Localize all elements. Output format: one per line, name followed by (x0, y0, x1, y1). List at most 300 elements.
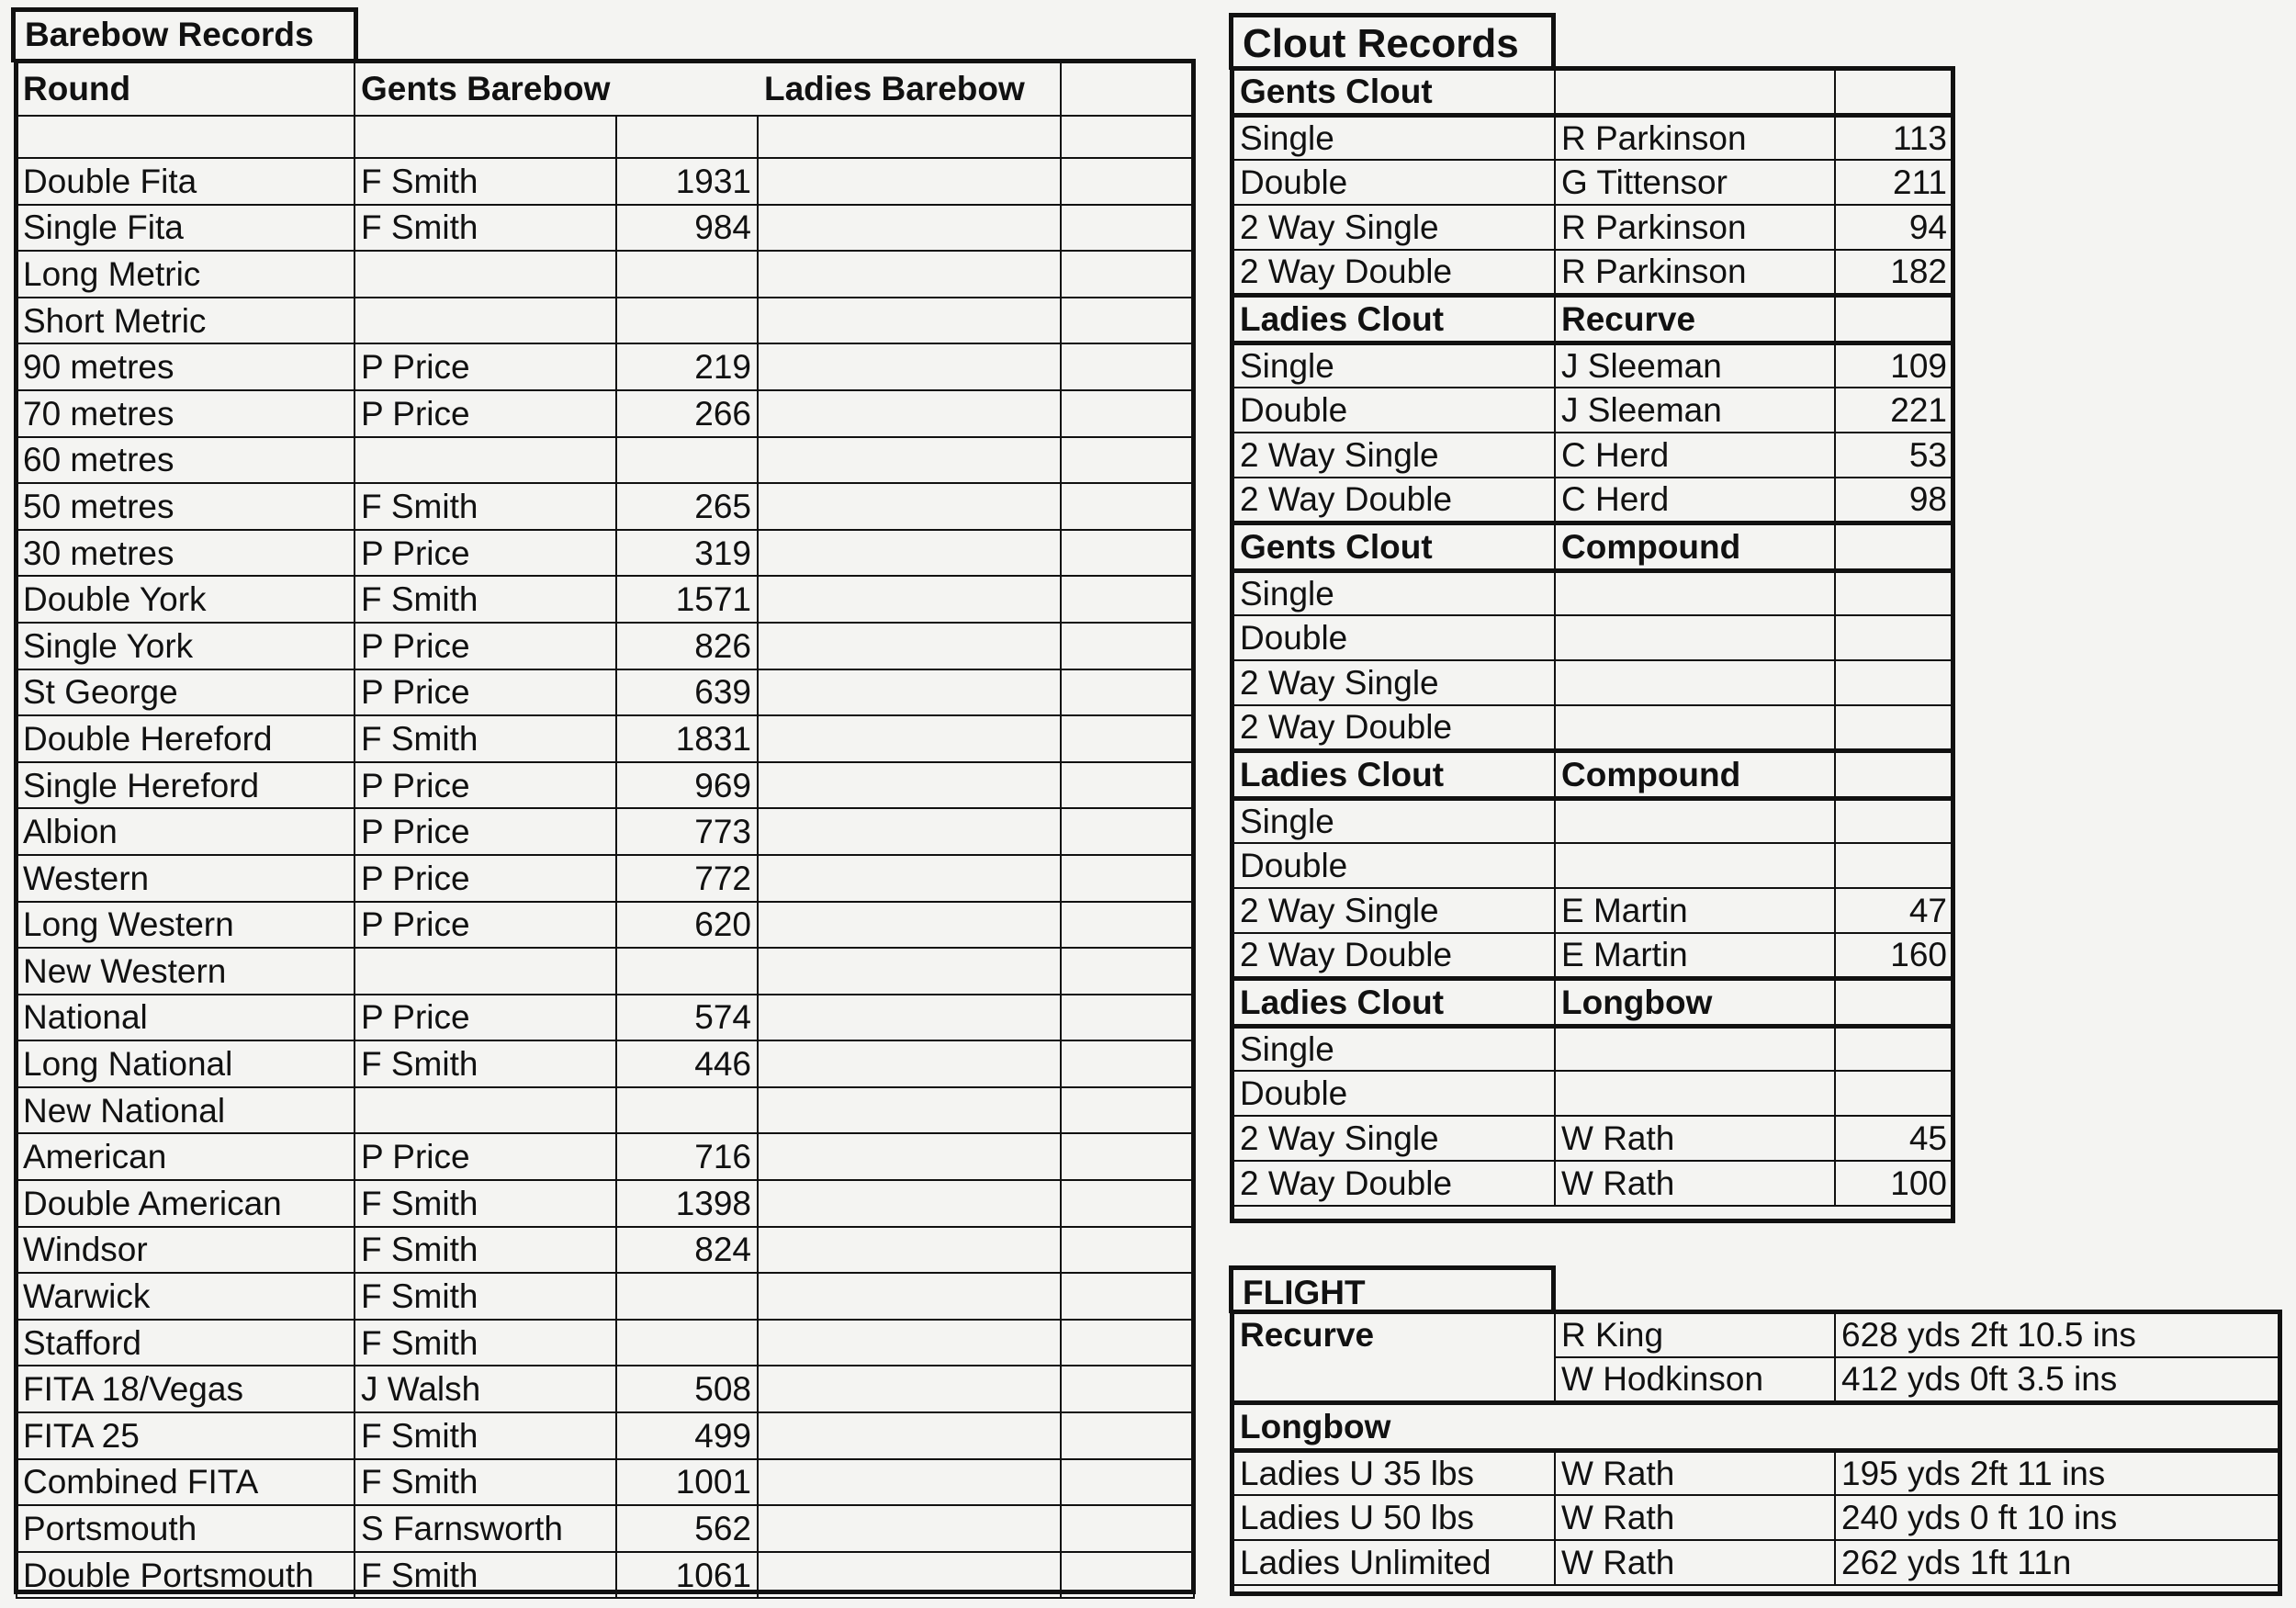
ladies-archer-name (758, 1412, 1061, 1459)
ladies-score (1061, 1180, 1194, 1227)
gents-score (616, 298, 758, 344)
gents-score: 265 (616, 483, 758, 530)
gents-archer-name: F Smith (355, 1273, 616, 1320)
table-row (17, 205, 1194, 252)
round-name: Warwick (17, 1273, 355, 1320)
gents-archer-name (355, 437, 616, 484)
clout-archer-name: C Herd (1555, 478, 1835, 523)
ladies-score (1061, 715, 1194, 762)
clout-record-row (1233, 160, 1953, 205)
ladies-archer-name (758, 437, 1061, 484)
clout-section-subheading: Compound (1555, 523, 1835, 570)
ladies-archer-name (758, 669, 1061, 716)
ladies-score (1061, 902, 1194, 949)
clout-round-label: Single (1233, 798, 1555, 843)
gents-archer-name: P Price (355, 1133, 616, 1180)
clout-record-row (1233, 1071, 1953, 1116)
clout-record-row (1233, 705, 1953, 750)
gents-archer-name: F Smith (355, 1040, 616, 1087)
gents-archer-name: F Smith (355, 1552, 616, 1599)
round-name: Double York (17, 576, 355, 623)
ladies-archer-name (758, 576, 1061, 623)
flight-longbow-label: Longbow (1233, 1402, 2280, 1450)
round-name: Double Hereford (17, 715, 355, 762)
round-name: Western (17, 855, 355, 902)
clout-round-label: 2 Way Single (1233, 433, 1555, 478)
gents-score: 716 (616, 1133, 758, 1180)
table-row (17, 158, 1194, 205)
gents-archer-name (355, 1087, 616, 1134)
clout-score: 221 (1835, 388, 1953, 433)
clout-section-blank (1835, 295, 1953, 343)
clout-section-header (1233, 295, 1953, 343)
clout-section-header (1233, 978, 1953, 1026)
round-name: Single York (17, 623, 355, 669)
ladies-archer-name (758, 995, 1061, 1041)
ladies-score (1061, 1366, 1194, 1412)
gents-archer-name: F Smith (355, 1459, 616, 1506)
gents-archer-name: F Smith (355, 576, 616, 623)
round-name: St George (17, 669, 355, 716)
flight-recurve-label: Recurve (1233, 1312, 1555, 1357)
clout-archer-name (1555, 615, 1835, 660)
clout-record-row (1233, 798, 1953, 843)
clout-archer-name: J Sleeman (1555, 388, 1835, 433)
clout-round-label: Single (1233, 1026, 1555, 1071)
round-name: Windsor (17, 1227, 355, 1274)
ladies-score (1061, 1412, 1194, 1459)
clout-record-row (1233, 1026, 1953, 1071)
clout-round-label: Double (1233, 1071, 1555, 1116)
clout-score (1835, 615, 1953, 660)
ladies-archer-name (758, 715, 1061, 762)
table-row (17, 1087, 1194, 1134)
ladies-archer-name (758, 1366, 1061, 1412)
table-row (17, 902, 1194, 949)
gents-score: 773 (616, 808, 758, 855)
ladies-archer-name (758, 855, 1061, 902)
flight-distance: 628 yds 2ft 10.5 ins (1835, 1312, 2280, 1357)
flight-archer-name: W Rath (1555, 1450, 1835, 1495)
clout-score (1835, 1026, 1953, 1071)
ladies-archer-name (758, 623, 1061, 669)
ladies-score (1061, 1040, 1194, 1087)
clout-record-row (1233, 388, 1953, 433)
round-name: Long Western (17, 902, 355, 949)
ladies-score (1061, 298, 1194, 344)
round-name: National (17, 995, 355, 1041)
gents-archer-name (355, 948, 616, 995)
table-row (17, 298, 1194, 344)
ladies-score (1061, 669, 1194, 716)
clout-record-row (1233, 433, 1953, 478)
clout-record-row (1233, 250, 1953, 295)
gents-archer-name (355, 116, 616, 158)
flight-longbow-row (1233, 1540, 2280, 1585)
ladies-score (1061, 855, 1194, 902)
clout-section-blank (1835, 750, 1953, 798)
ladies-score (1061, 251, 1194, 298)
gents-score: 1931 (616, 158, 758, 205)
ladies-score (1061, 483, 1194, 530)
round-name: Portsmouth (17, 1505, 355, 1552)
ladies-barebow-header: Ladies Barebow (758, 62, 1061, 116)
flight-class-label: Ladies U 50 lbs (1233, 1495, 1555, 1540)
clout-round-label: Double (1233, 388, 1555, 433)
clout-record-row (1233, 115, 1953, 160)
clout-section-header (1233, 750, 1953, 798)
gents-score (616, 251, 758, 298)
flight-archer-name: R King (1555, 1312, 1835, 1357)
gents-score: 446 (616, 1040, 758, 1087)
round-header: Round (17, 62, 355, 116)
clout-archer-name (1555, 1026, 1835, 1071)
flight-distance: 195 yds 2ft 11 ins (1835, 1450, 2280, 1495)
table-row (17, 762, 1194, 809)
clout-score: 113 (1835, 115, 1953, 160)
gents-archer-name: F Smith (355, 1412, 616, 1459)
ladies-score (1061, 390, 1194, 437)
gents-score: 1831 (616, 715, 758, 762)
gents-score (616, 116, 758, 158)
gents-score: 1001 (616, 1459, 758, 1506)
table-row (17, 1273, 1194, 1320)
round-name: 60 metres (17, 437, 355, 484)
gents-score (616, 437, 758, 484)
ladies-score (1061, 343, 1194, 390)
ladies-archer-name (758, 483, 1061, 530)
gents-archer-name: S Farnsworth (355, 1505, 616, 1552)
table-row (17, 1412, 1194, 1459)
ladies-archer-name (758, 1040, 1061, 1087)
ladies-archer-name (758, 1320, 1061, 1366)
clout-section-header (1233, 523, 1953, 570)
gents-archer-name: P Price (355, 530, 616, 577)
ladies-score (1061, 116, 1194, 158)
clout-archer-name: C Herd (1555, 433, 1835, 478)
ladies-archer-name (758, 343, 1061, 390)
clout-archer-name (1555, 1071, 1835, 1116)
table-row (17, 715, 1194, 762)
gents-archer-name: P Price (355, 995, 616, 1041)
gents-score: 826 (616, 623, 758, 669)
clout-score: 45 (1835, 1116, 1953, 1161)
clout-round-label: Single (1233, 343, 1555, 388)
round-name: Double American (17, 1180, 355, 1227)
round-name: 30 metres (17, 530, 355, 577)
gents-score: 1061 (616, 1552, 758, 1599)
table-row (17, 1040, 1194, 1087)
clout-record-row (1233, 1116, 1953, 1161)
clout-score: 211 (1835, 160, 1953, 205)
ladies-archer-name (758, 205, 1061, 252)
clout-round-label: Single (1233, 115, 1555, 160)
table-row (17, 483, 1194, 530)
clout-archer-name (1555, 843, 1835, 888)
clout-score (1835, 570, 1953, 615)
round-name: FITA 25 (17, 1412, 355, 1459)
gents-score: 266 (616, 390, 758, 437)
clout-score: 109 (1835, 343, 1953, 388)
flight-longbow-row (1233, 1450, 2280, 1495)
gents-barebow-header: Gents Barebow (355, 62, 758, 116)
clout-section-blank (1835, 69, 1953, 115)
round-name: Single Hereford (17, 762, 355, 809)
round-name: Long Metric (17, 251, 355, 298)
table-row (17, 251, 1194, 298)
flight-table (1232, 1311, 2281, 1586)
clout-round-label: 2 Way Double (1233, 705, 1555, 750)
table-row (17, 116, 1194, 158)
table-row (17, 1320, 1194, 1366)
gents-archer-name: F Smith (355, 483, 616, 530)
flight-archer-name: W Rath (1555, 1540, 1835, 1585)
clout-round-label: 2 Way Single (1233, 205, 1555, 250)
flight-recurve-row (1233, 1357, 2280, 1402)
clout-round-label: 2 Way Single (1233, 660, 1555, 705)
clout-round-label: Single (1233, 570, 1555, 615)
barebow-table (16, 61, 1195, 1599)
table-row (17, 623, 1194, 669)
gents-score: 562 (616, 1505, 758, 1552)
flight-recurve-blank (1233, 1357, 1555, 1402)
flight-longbow-header (1233, 1402, 2280, 1450)
clout-archer-name: W Rath (1555, 1161, 1835, 1206)
clout-score: 160 (1835, 933, 1953, 978)
ladies-score (1061, 1133, 1194, 1180)
gents-score (616, 1273, 758, 1320)
ladies-score (1061, 1227, 1194, 1274)
clout-round-label: 2 Way Single (1233, 1116, 1555, 1161)
gents-archer-name (355, 298, 616, 344)
clout-record-row (1233, 615, 1953, 660)
gents-archer-name: F Smith (355, 158, 616, 205)
clout-archer-name (1555, 660, 1835, 705)
clout-round-label: 2 Way Double (1233, 478, 1555, 523)
clout-record-row (1233, 933, 1953, 978)
ladies-score (1061, 205, 1194, 252)
table-row (17, 343, 1194, 390)
barebow-header-row (17, 62, 1194, 116)
gents-score (616, 948, 758, 995)
table-row (17, 1552, 1194, 1599)
clout-section-header (1233, 69, 1953, 115)
flight-distance: 412 yds 0ft 3.5 ins (1835, 1357, 2280, 1402)
clout-section-heading: Gents Clout (1233, 523, 1555, 570)
clout-section-subheading (1555, 69, 1835, 115)
gents-score: 508 (616, 1366, 758, 1412)
table-row (17, 808, 1194, 855)
ladies-score (1061, 576, 1194, 623)
ladies-archer-name (758, 116, 1061, 158)
ladies-archer-name (758, 1087, 1061, 1134)
ladies-archer-name (758, 1133, 1061, 1180)
gents-archer-name: P Price (355, 390, 616, 437)
flight-class-label: Ladies U 35 lbs (1233, 1450, 1555, 1495)
table-row (17, 437, 1194, 484)
table-row (17, 855, 1194, 902)
gents-archer-name: F Smith (355, 715, 616, 762)
gents-score: 984 (616, 205, 758, 252)
ladies-archer-name (758, 1459, 1061, 1506)
ladies-archer-name (758, 390, 1061, 437)
table-row (17, 948, 1194, 995)
gents-archer-name: P Price (355, 855, 616, 902)
clout-round-label: 2 Way Double (1233, 1161, 1555, 1206)
clout-archer-name: R Parkinson (1555, 250, 1835, 295)
round-name: 70 metres (17, 390, 355, 437)
clout-section-heading: Ladies Clout (1233, 295, 1555, 343)
clout-archer-name: E Martin (1555, 888, 1835, 933)
gents-archer-name: F Smith (355, 1227, 616, 1274)
round-name: New Western (17, 948, 355, 995)
round-name: Single Fita (17, 205, 355, 252)
ladies-score (1061, 1087, 1194, 1134)
clout-round-label: 2 Way Single (1233, 888, 1555, 933)
gents-archer-name: F Smith (355, 1180, 616, 1227)
ladies-score (1061, 762, 1194, 809)
ladies-archer-name (758, 902, 1061, 949)
table-row (17, 1227, 1194, 1274)
flight-longbow-row (1233, 1495, 2280, 1540)
table-row (17, 576, 1194, 623)
table-row (17, 390, 1194, 437)
clout-score (1835, 798, 1953, 843)
round-name: Long National (17, 1040, 355, 1087)
gents-score (616, 1320, 758, 1366)
gents-archer-name (355, 251, 616, 298)
gents-archer-name: P Price (355, 808, 616, 855)
flight-archer-name: W Hodkinson (1555, 1357, 1835, 1402)
ladies-archer-name (758, 1180, 1061, 1227)
round-name: American (17, 1133, 355, 1180)
clout-section-heading: Ladies Clout (1233, 750, 1555, 798)
ladies-score (1061, 437, 1194, 484)
flight-distance: 262 yds 1ft 11n (1835, 1540, 2280, 1585)
ladies-archer-name (758, 251, 1061, 298)
ladies-archer-name (758, 1227, 1061, 1274)
clout-round-label: 2 Way Double (1233, 933, 1555, 978)
clout-record-row (1233, 888, 1953, 933)
ladies-score (1061, 995, 1194, 1041)
barebow-title: Barebow Records (11, 7, 358, 62)
clout-score (1835, 660, 1953, 705)
gents-archer-name: P Price (355, 762, 616, 809)
clout-table (1232, 68, 1954, 1207)
round-name: Stafford (17, 1320, 355, 1366)
ladies-score (1061, 530, 1194, 577)
table-row (17, 1180, 1194, 1227)
clout-score: 182 (1835, 250, 1953, 295)
clout-record-row (1233, 570, 1953, 615)
table-row (17, 530, 1194, 577)
ladies-score (1061, 1320, 1194, 1366)
ladies-archer-name (758, 158, 1061, 205)
gents-score: 499 (616, 1412, 758, 1459)
clout-round-label: Double (1233, 160, 1555, 205)
clout-archer-name: R Parkinson (1555, 115, 1835, 160)
flight-archer-name: W Rath (1555, 1495, 1835, 1540)
ladies-archer-name (758, 1552, 1061, 1599)
clout-score (1835, 1071, 1953, 1116)
clout-archer-name: G Tittensor (1555, 160, 1835, 205)
clout-record-row (1233, 205, 1953, 250)
ladies-score (1061, 1552, 1194, 1599)
table-row (17, 1505, 1194, 1552)
gents-archer-name: P Price (355, 669, 616, 716)
ladies-score (1061, 808, 1194, 855)
gents-score: 574 (616, 995, 758, 1041)
clout-score (1835, 705, 1953, 750)
round-name: FITA 18/Vegas (17, 1366, 355, 1412)
table-row (17, 1366, 1194, 1412)
ladies-archer-name (758, 298, 1061, 344)
flight-distance: 240 yds 0 ft 10 ins (1835, 1495, 2280, 1540)
clout-record-row (1233, 478, 1953, 523)
gents-score: 1571 (616, 576, 758, 623)
gents-score: 319 (616, 530, 758, 577)
clout-section-heading: Ladies Clout (1233, 978, 1555, 1026)
table-row (17, 1459, 1194, 1506)
gents-score: 639 (616, 669, 758, 716)
ladies-score (1061, 623, 1194, 669)
gents-score: 219 (616, 343, 758, 390)
gents-score: 824 (616, 1227, 758, 1274)
gents-score (616, 1087, 758, 1134)
gents-score: 620 (616, 902, 758, 949)
gents-score: 969 (616, 762, 758, 809)
clout-archer-name: W Rath (1555, 1116, 1835, 1161)
ladies-archer-name (758, 530, 1061, 577)
clout-round-label: Double (1233, 843, 1555, 888)
clout-record-row (1233, 843, 1953, 888)
round-name: Double Fita (17, 158, 355, 205)
flight-class-label: Ladies Unlimited (1233, 1540, 1555, 1585)
table-row (17, 995, 1194, 1041)
gents-archer-name: P Price (355, 343, 616, 390)
table-row (17, 1133, 1194, 1180)
clout-record-row (1233, 1161, 1953, 1206)
clout-score: 47 (1835, 888, 1953, 933)
clout-archer-name: R Parkinson (1555, 205, 1835, 250)
flight-recurve-row (1233, 1312, 2280, 1357)
clout-archer-name: J Sleeman (1555, 343, 1835, 388)
round-name: 90 metres (17, 343, 355, 390)
ladies-score (1061, 948, 1194, 995)
round-name: Combined FITA (17, 1459, 355, 1506)
table-row (17, 669, 1194, 716)
clout-section-heading: Gents Clout (1233, 69, 1555, 115)
gents-archer-name: F Smith (355, 1320, 616, 1366)
gents-archer-name: P Price (355, 623, 616, 669)
clout-score: 53 (1835, 433, 1953, 478)
gents-score: 1398 (616, 1180, 758, 1227)
clout-record-row (1233, 343, 1953, 388)
ladies-archer-name (758, 948, 1061, 995)
clout-archer-name (1555, 705, 1835, 750)
clout-title: Clout Records (1229, 13, 1556, 70)
clout-section-subheading: Recurve (1555, 295, 1835, 343)
clout-section-blank (1835, 978, 1953, 1026)
clout-score: 98 (1835, 478, 1953, 523)
clout-archer-name (1555, 570, 1835, 615)
ladies-score (1061, 158, 1194, 205)
round-name: 50 metres (17, 483, 355, 530)
round-name: New National (17, 1087, 355, 1134)
clout-archer-name (1555, 798, 1835, 843)
round-name: Double Portsmouth (17, 1552, 355, 1599)
round-name: Albion (17, 808, 355, 855)
